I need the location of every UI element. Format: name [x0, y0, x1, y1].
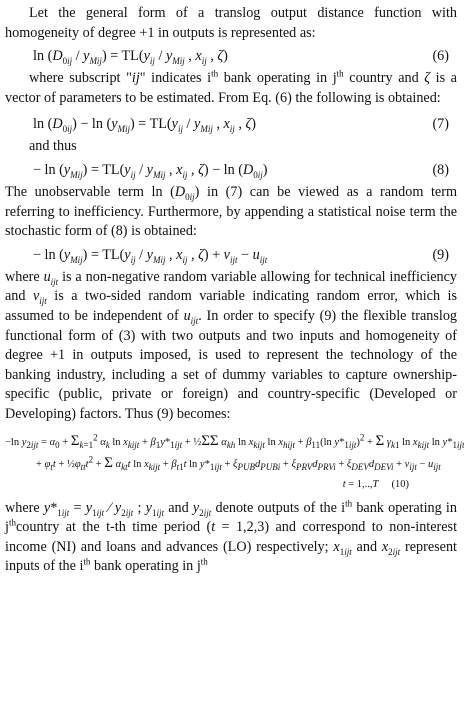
paragraph-where-y: where $y*_{1ijt} = y_{1ijt}$ ⁄ $y_{2ijt}$ ; $y_{1ijt}$ and $y_{2ijt}$ denote outputs of the $i^{th}$ bank operating in $j^{th}country$ at the t-th time period (t = 1,2,3) and correspond to non-interest income (NI) and loans and advances (LO) respectively; $x_{1ijt}$ and $x_{2ijt}$ represent inputs of the $i^{th}$ bank operating in $j^{th}$	[5, 497, 458, 575]
equation-6: $\ln (D_{0ij} / y_{Mij}) = TL(y_{ij} / y_{Mij}$ , $x_{ij}$ , ζ) (6)	[5, 43, 457, 69]
equation-10-line-1: −ln $y_{2ijt} = \alpha_0 + \Sigma_{k=1}^2$ $\alpha_k$ $\ln x_{kijt} + \beta_1y*_{1ijt}$ + ½ΣΣ $\alpha_{kh}$ $\ln x_{kijt}$ $\ln x_{hijt} + \beta_{11}(\ln$ $y*_{1ijt})^2 + \Sigma$ $\gamma_{k1}$ $\ln x_{kijt}$ $\ln y*_{1ijt}$	[5, 432, 464, 450]
paragraph-intro: Let the general form of a translog output distance function with homogeneity of degree +1 in outputs is represented as:	[5, 5, 457, 41]
equation-number-10: (10)	[391, 478, 409, 490]
equation-number-9: (9)	[432, 246, 449, 263]
equation-10-line-2: + $\varphi_tt$ + $\frac{1}{2}\varphi_{tt}t^2 + \Sigma$ $\alpha_{kt}t$ $\ln x_{kijt} + \beta_{t1}t$ $\ln y*_{1ijt} + \xi_{PUB}d_{PUBi} + \xi_{PRV}d_{PRVi} + \xi_{DEV}d_{DEVi} + v_{ijt} - u_{ijt}$	[36, 454, 441, 472]
paragraph-subscript: where subscript "ij" indicates $i^{th}$ bank operating in $j^{th}$ country and ζ is a vector of parameters to be estimated. From Eq. (6) the following is obtained:	[5, 68, 457, 106]
equation-number-6: (6)	[432, 48, 449, 65]
equation-10	[5, 430, 464, 496]
paragraph-unobservable: The unobservable term $\ln (D_{0ij})$ in (7) can be viewed as a random term referring to inefficiency. Furthermore, by appending a statistical noise term the stochastic form of (8) is obtained:	[5, 183, 457, 240]
equation-9: − $\ln (y_{Mij}) = TL(y_{ij} / y_{Mij}$ , $x_{ij}$ , $\zeta) + v_{ijt} - u_{ijt}$ (9)	[5, 242, 457, 268]
equation-number-7: (7)	[432, 116, 449, 133]
equation-7: $\ln (D_{0ij}) - \ln (y_{Mij}) = TL(y_{ij} / y_{Mij}$ , $x_{ij}$ , ζ) (7)	[5, 111, 457, 137]
paragraph-where-u: where $u_{ijt}$ is a non-negative random variable allowing for technical inefficiency and $v_{ijt}$ is a two-sided random variable indicating random error, which is assumed to be independent of $u_{ijt}$. In order to specify (9) the flexible translog functional form of (3) with two outputs and two inputs and homogeneity of degree +1 in outputs imposed, is used to represent the technology of the banking industry, including a set of dummy variables to capture ownership-specific (public, private or foreign) and country-specific (Developed or Developing) factors. Thus (9) becomes:	[5, 268, 458, 422]
equation-10-line-3: t = 1,..,T (10)	[342, 478, 409, 490]
paragraph-thus: and thus	[29, 138, 77, 155]
paper-page	[5, 4, 464, 577]
equation-8: − $\ln (y_{Mij}) = TL(y_{ij} / y_{Mij}$ , $x_{ij}$ , $\zeta) - \ln (D_{0ij})$ (8)	[5, 157, 457, 183]
equation-number-8: (8)	[432, 161, 449, 178]
